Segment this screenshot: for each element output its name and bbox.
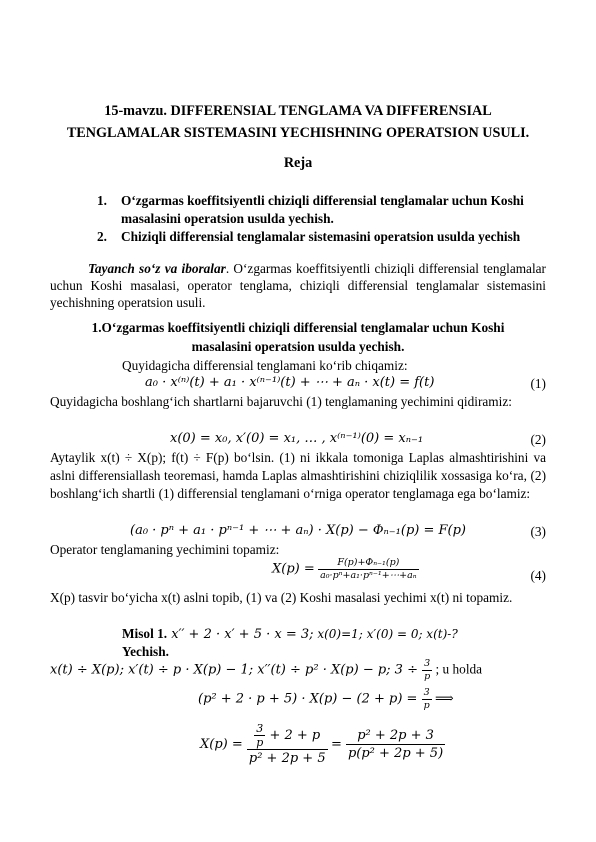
nested-fraction (254, 722, 265, 749)
solution-line-3-right-denominator: p(p² + 2p + 5) (347, 746, 444, 761)
equation-2: x(0) = x₀, x′(0) = x₁, … , x⁽ⁿ⁻¹⁾(0) = xₙ₋₁ (170, 431, 424, 446)
solution-line-1-fraction (422, 658, 432, 683)
nested-fraction-rest: + 2 + p (265, 728, 321, 743)
equation-4-lhs: X(p) = (272, 561, 315, 577)
example-1-statement (122, 625, 458, 643)
example-1-equation: x′′ + 2 · x′ + 5 · x = 3; (167, 627, 314, 642)
keywords-paragraph (50, 260, 546, 311)
section-1-heading-line-1: 1.O‘zgarmas koeffitsiyentli chiziqli differensial tenglamalar uchun Koshi (91, 320, 505, 335)
paragraph-operator-solution: Operator tenglamaning yechimini topamiz: (50, 542, 280, 557)
fraction-numerator: 3 (254, 722, 265, 736)
solution-line-2-text: (p² + 2 · p + 5) · X(p) − (2 + p) = (198, 691, 422, 707)
example-1-label: Misol 1. (122, 626, 168, 641)
plan-item-number: 1. (97, 193, 107, 208)
solution-line-2-arrow: ⟹ (435, 691, 454, 707)
equation-1: a₀ · x⁽ⁿ⁾(t) + a₁ · x⁽ⁿ⁻¹⁾(t) + ⋯ + aₙ · x(t) = f(t) (145, 375, 435, 390)
equation-4-numerator: F(p)+Φₙ₋₁(p) (318, 557, 419, 570)
paragraph-laplace: Aytaylik x(t) ÷ X(p); f(t) ÷ F(p) bo‘lsin. (1) ni ikkala tomoniga Laplas almashtirishini va aslni differensiallash teoremasi, hamda Laplas almashtirishini chiziqlilik xossasiga ko‘ra, (2) boshlang‘ich shartli (1) differensial tenglamani o‘rniga operator tenglamaga ega bo‘lamiz: (50, 450, 546, 501)
equation-3-number: (3) (530, 524, 546, 539)
equation-4 (272, 557, 419, 582)
plan-item-text: Chiziqli differensial tenglamalar sistemasini operatsion usulda yechish (121, 229, 521, 244)
section-1-heading-line-2: masalasini operatsion usulda yechish. (191, 339, 405, 354)
solution-line-3-left-denominator: p² + 2p + 5 (248, 751, 326, 766)
fraction-denominator: p (424, 671, 431, 682)
paragraph-intro: Quyidagicha differensial tenglamani ko‘rib chiqamiz: (122, 358, 408, 373)
solution-line-3-fraction-left (247, 722, 328, 767)
solution-line-2 (198, 687, 454, 712)
solution-line-3-fraction-right (346, 727, 445, 762)
equation-1-number: (1) (530, 376, 546, 391)
plan-item-number: 2. (97, 229, 107, 244)
solution-line-1 (50, 658, 482, 683)
solution-line-1-end: ; u holda (435, 661, 483, 677)
section-1-heading (50, 318, 546, 356)
plan-heading: Reja (283, 155, 313, 171)
plan-item-text: O‘zgarmas koeffitsiyentli chiziqli differensial tenglamalar uchun Koshi masalasini operatsion usulda yechish. (121, 193, 524, 226)
solution-line-2-fraction (422, 687, 432, 712)
solution-line-3-lhs: X(p) = (200, 737, 247, 752)
fraction-denominator: p (256, 736, 264, 749)
plan-list (97, 192, 547, 246)
solution-label: Yechish. (122, 644, 169, 659)
solution-line-1-text: x(t) ÷ X(p); x′(t) ÷ p · X(p) − 1; x′′(t) ÷ p² · X(p) − p; 3 ÷ (50, 662, 423, 678)
keywords-text: . O‘zgarmas koeffitsiyentli chiziqli differensial tenglamalar uchun Koshi masalasi, operator tenglama, chiziqli differensial tenglamalar sistemasini yechishning operatsion usuli. (50, 261, 546, 310)
fraction-numerator: 3 (422, 687, 432, 700)
keywords-label: Tayanch so‘z va iboralar (88, 261, 226, 276)
equation-4-number: (4) (530, 568, 546, 583)
solution-line-3-right-numerator: p² + 2p + 3 (346, 727, 445, 745)
solution-line-3-equals: = (330, 737, 346, 752)
paragraph-inverse: X(p) tasvir bo‘yicha x(t) aslni topib, (1) va (2) Koshi masalasi yechimi x(t) ni topamiz. (50, 590, 513, 605)
title-line-1: 15-mavzu. DIFFERENSIAL TENGLAMA VA DIFFERENSIAL (104, 103, 492, 119)
plan-item-1 (97, 192, 547, 228)
equation-3: (a₀ · pⁿ + a₁ · pⁿ⁻¹ + ⋯ + aₙ) · X(p) − Φₙ₋₁(p) = F(p) (130, 523, 466, 538)
equation-4-denominator: a₀·pⁿ+a₁·pⁿ⁻¹+⋯+aₙ (320, 570, 417, 581)
solution-line-3-left-numerator (247, 722, 328, 750)
fraction-numerator: 3 (422, 658, 432, 671)
solution-line-3 (200, 722, 445, 767)
document-title (60, 100, 536, 144)
plan-item-2 (97, 228, 547, 246)
paragraph-initial-conditions: Quyidagicha boshlang‘ich shartlarni bajaruvchi (1) tenglamaning yechimini qidiramiz: (50, 394, 512, 409)
fraction-denominator: p (423, 700, 430, 711)
equation-4-fraction (318, 557, 419, 582)
title-line-2: TENGLAMALAR SISTEMASINI YECHISHNING OPERATSION USULI. (66, 125, 530, 141)
equation-2-number: (2) (530, 432, 546, 447)
example-1-conditions: x(0)=1; x′(0) = 0; x(t)-? (313, 627, 458, 641)
